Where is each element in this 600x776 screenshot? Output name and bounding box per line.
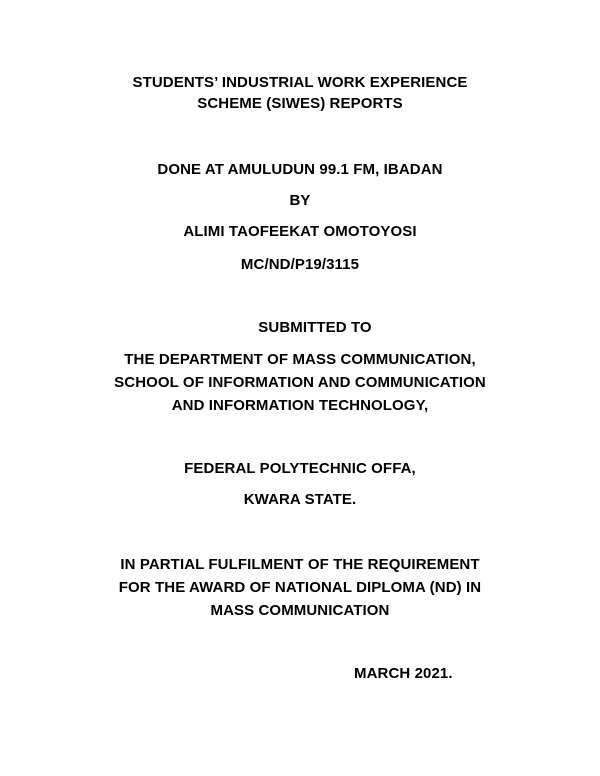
department-line-1: THE DEPARTMENT OF MASS COMMUNICATION, (124, 351, 476, 368)
submission-date: MARCH 2021. (354, 665, 453, 682)
state-name: KWARA STATE. (243, 491, 357, 508)
matric-number: MC/ND/P19/3115 (240, 256, 360, 273)
purpose-line-2: FOR THE AWARD OF NATIONAL DIPLOMA (ND) IN (118, 579, 482, 596)
purpose-line-1: IN PARTIAL FULFILMENT OF THE REQUIREMENT (120, 556, 480, 573)
department-line-2: SCHOOL OF INFORMATION AND COMMUNICATION (114, 374, 486, 391)
by-label: BY (289, 192, 311, 209)
report-title-line-1: STUDENTS’ INDUSTRIAL WORK EXPERIENCE (132, 74, 468, 91)
student-name: ALIMI TAOFEEKAT OMOTOYOSI (183, 223, 417, 240)
submitted-to-label: SUBMITTED TO (258, 319, 372, 336)
department-line-3: AND INFORMATION TECHNOLOGY, (171, 397, 429, 414)
purpose-line-3: MASS COMMUNICATION (210, 602, 390, 619)
done-at-line: DONE AT AMULUDUN 99.1 FM, IBADAN (157, 161, 443, 178)
institution-name: FEDERAL POLYTECHNIC OFFA, (184, 460, 416, 477)
report-title-line-2: SCHEME (SIWES) REPORTS (197, 95, 403, 112)
